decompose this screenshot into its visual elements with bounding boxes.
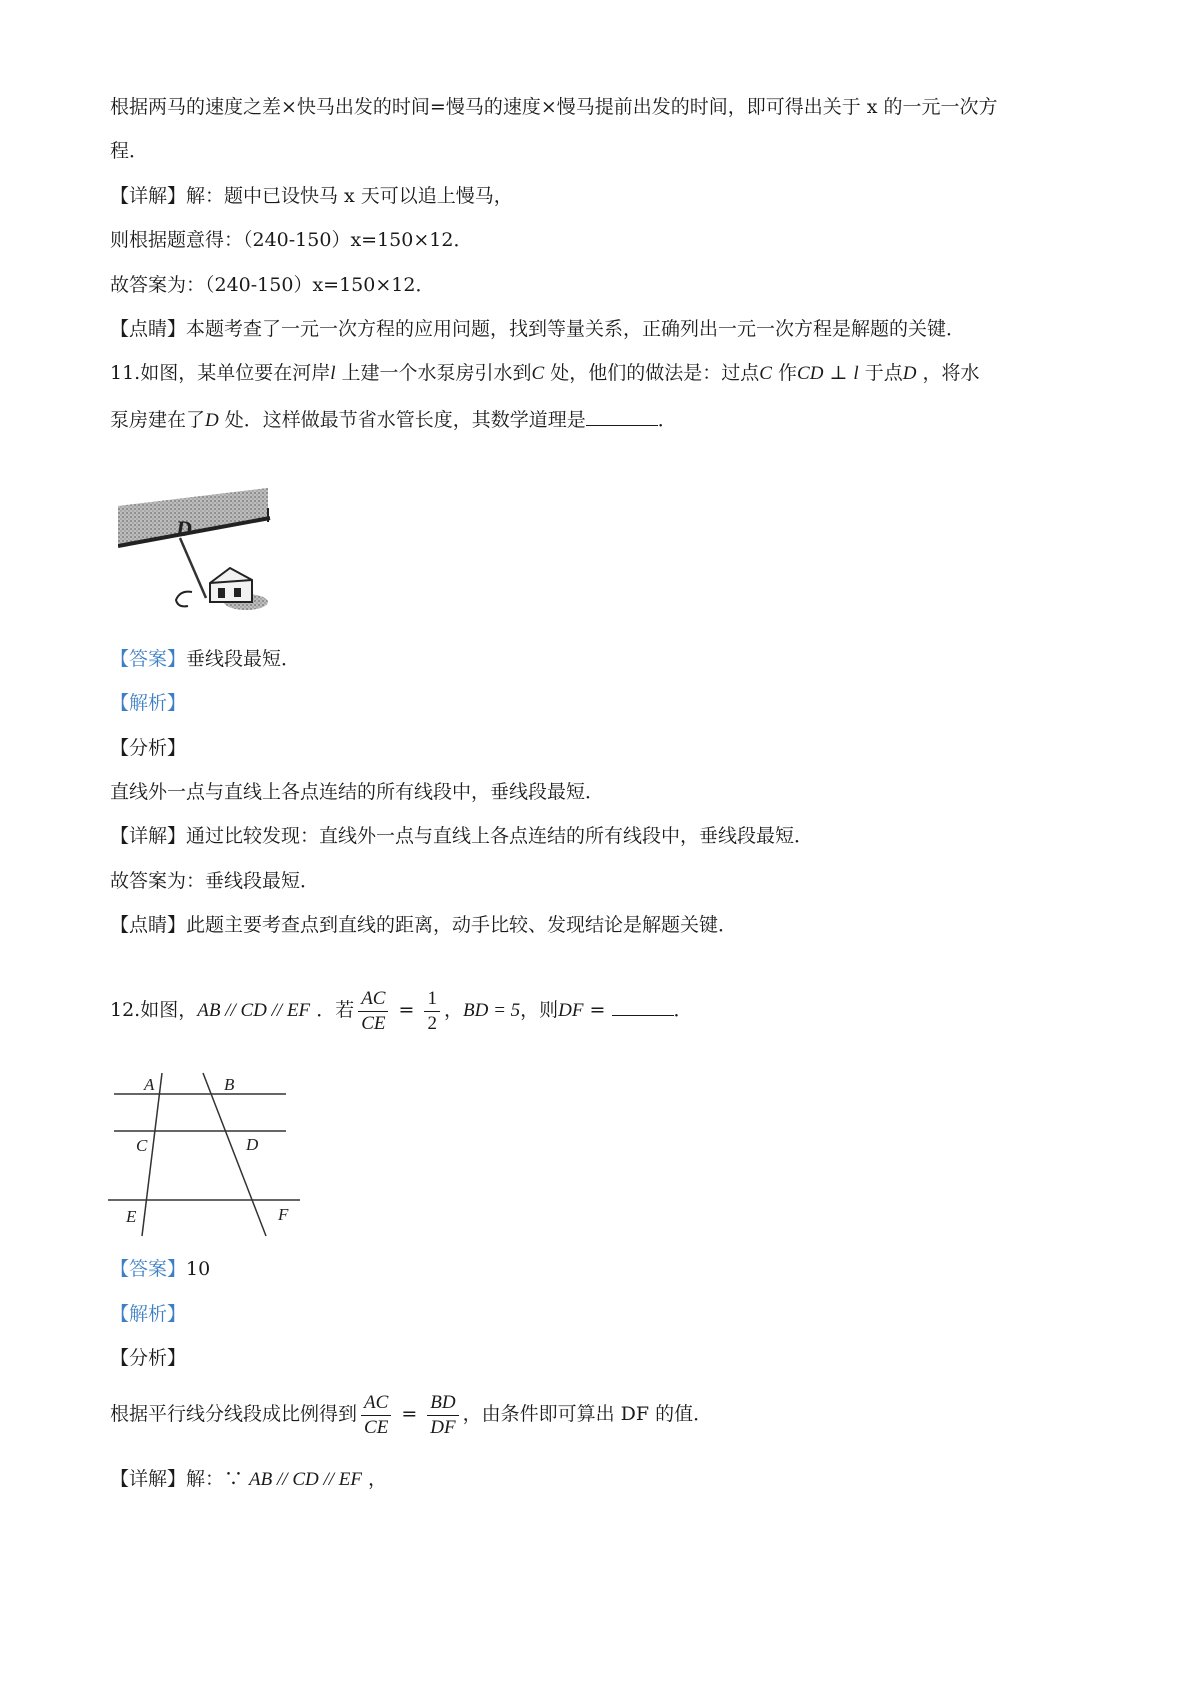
q12-figure-parallel-lines (106, 1068, 306, 1238)
q12-analysis-tag: 【解析】 (110, 1303, 187, 1325)
q11-answer: 【答案】垂线段最短． (110, 648, 301, 670)
q11-stem-line2: 泵房建在了D 处．这样做最节省水管长度，其数学道理是 ． (110, 405, 677, 434)
label-b: B (224, 1075, 235, 1094)
point-c-mark (176, 592, 192, 607)
q12-fenxi-tag: 【分析】 (110, 1347, 187, 1369)
transversal-bdf (203, 1073, 266, 1236)
fraction-bd-df: $\frac{BD}{DF}$ (427, 1391, 458, 1440)
q12-detail: 【详解】解：∵ AB // CD // EF ， (110, 1468, 388, 1490)
label-d: D (246, 1135, 259, 1154)
segment-cd (180, 538, 206, 598)
fraction-ac-ce: $\frac{AC}{CE}$ (358, 987, 388, 1036)
riverbank-area (118, 488, 268, 546)
label-d: D (176, 516, 192, 541)
q11-figure-pump-house (118, 488, 276, 616)
q12-answer: 【答案】10 (110, 1258, 211, 1280)
paragraph-equation: 则根据题意得：（240-150）x=150×12． (110, 229, 473, 251)
fraction-ac-ce: $\frac{AC}{CE}$ (361, 1391, 391, 1440)
paragraph-method: 根据两马的速度之差×快马出发的时间=慢马的速度×慢马提前出发的时间，即可得出关于 x 的一元一次方 (110, 96, 998, 118)
q11-fenxi-text: 直线外一点与直线上各点连结的所有线段中，垂线段最短． (110, 781, 605, 803)
paragraph-final-answer: 故答案为：（240-150）x=150×12． (110, 274, 435, 296)
q11-detail: 【详解】通过比较发现：直线外一点与直线上各点连结的所有线段中，垂线段最短． (110, 825, 814, 847)
paragraph-detail: 【详解】解：题中已设快马 x 天可以追上慢马， (110, 185, 513, 207)
answer-blank (612, 995, 674, 1016)
label-e: E (126, 1207, 137, 1226)
q12-fenxi-text: 根据平行线分线段成比例得到 $\frac{AC}{CE}$ = $\frac{BD}{DF}$ ，由条件即可算出 DF 的值． (110, 1391, 713, 1438)
q12-stem: 12.如图，AB // CD // EF ．若 $\frac{AC}{CE}$ = $\frac{1}{2}$ ，BD = 5，则DF = ． (110, 987, 693, 1034)
paragraph-method-cont: 程． (110, 140, 149, 162)
label-a: A (144, 1075, 155, 1094)
fraction-one-half: $\frac{1}{2}$ (424, 987, 440, 1036)
label-c: C (136, 1136, 148, 1155)
q11-comment: 【点睛】此题主要考查点到直线的距离，动手比较、发现结论是解题关键． (110, 914, 738, 936)
label-f: F (278, 1205, 289, 1224)
q11-analysis-tag: 【解析】 (110, 692, 187, 714)
q11-fenxi-tag: 【分析】 (110, 737, 187, 759)
answer-blank (586, 405, 658, 426)
q11-stem-line1: 11.如图，某单位要在河岸l 上建一个水泵房引水到C 处，他们的做法是：过点C 作CD ⊥ l 于点D ，将水 (110, 362, 980, 384)
house-icon (210, 568, 252, 602)
q11-final: 故答案为：垂线段最短． (110, 870, 320, 892)
paragraph-comment: 【点睛】本题考查了一元一次方程的应用问题，找到等量关系，正确列出一元一次方程是解题的关键． (110, 318, 966, 340)
